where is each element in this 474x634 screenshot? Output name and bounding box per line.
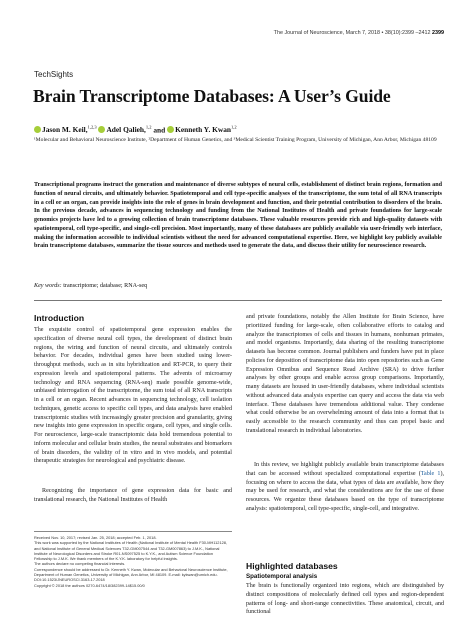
body-paragraph-1: and private foundations, notably the Allen Institute for Brain Science, have prioritized funding for large-scale, often collaborative efforts to catalog and analyze the transcriptomes of cells and tissues in humans, nonhuman primates, and model organisms. Importantly, data sharing of the resulting transcriptome datasets has become common. Journal publishers and funders have put in place policies for deposition of transcriptome data into open repositories such as Gene Expression Omnibus and Sequence Read Archive (SRA) to drive further analyses by other groups and enable across group comparisons. Importantly, many datasets are housed in user-friendly databases, where individual scientists without advanced data analysis expertise can query and access the data via web interface. These databases have tremendous additional value. They condense what could otherwise be an overwhelming amount of data into a format that is easily accessible to the research community and thus can propel basic and translational research in individual laboratories. (246, 314, 444, 434)
journal-citation: The Journal of Neuroscience, March 7, 2018 • 38(10):2399 –2412 (273, 30, 431, 36)
section-tag: TechSights (34, 70, 74, 79)
page-number: 2399 (432, 30, 444, 36)
footnote-copyright: Copyright © 2018 the authors 0270-6474/18/382399-14$15.00/0 (34, 582, 145, 588)
footnote-received: Received Nov. 10, 2017; revised Jan. 25, 2018; accepted Feb. 1, 2018. (34, 535, 157, 540)
footnote-divider (34, 531, 232, 532)
keywords-label: Key words: (34, 283, 62, 289)
spatiotemporal-subheading: Spatiotemporal analysis (246, 573, 318, 580)
table-1-link[interactable]: Table 1 (420, 470, 441, 477)
orcid-icon[interactable] (34, 126, 41, 133)
highlighted-heading: Highlighted databases (246, 561, 338, 571)
running-head (274, 30, 444, 36)
abstract: Transcriptional programs instruct the generation and maintenance of diverse subtypes of neural cells, establishment of distinct brain regions, formation and function of neural circuits, and ultimately behavior. Spatiotemporal and cell type-specific analyses of the transcriptome, the sum total of all RNA transcripts in a cell or an organ, can provide insights into the role of genes in brain development and function, and their potential contribution to disorders of the brain. In the previous decade, advances in sequencing technology and funding from the National Institutes of Health and private foundations for large-scale genomics projects have led to a growing collection of brain transcriptome databases. These valuable resources provide rich and high-quality datasets with spatiotemporal, cell type-specific, and single-cell precision. Most importantly, many of these databases are publicly available via user-friendly web interface, making the information accessible to individual scientists without the need for advanced computational expertise. Here, we highlight key publicly available brain transcriptome databases, summarize the tissue sources and methods used to generate the data, and discuss their utility for neuroscience research. (34, 182, 442, 250)
keywords-text: transcriptome; database; RNA-seq (61, 283, 148, 289)
keywords (34, 283, 147, 289)
intro-paragraph-1: The exquisite control of spatiotemporal gene expression enables the specification of diverse neural cell types, the development of distinct brain regions, the wiring and function of neural circuits, and ultimately controls behavior. For decades, individual genes have been studied using lower-throughput methods, such as in situ hybridization and RT-PCR, to query their expression levels and spatiotemporal patterns. The advents of microarray technology and RNA sequencing (RNA-seq) made possible genome-wide, unbiased interrogation of the transcriptome, the sum total of all RNA transcripts in a cell or an organ. Recent advances in sequencing technology, cell isolation techniques, genetic access to specific cell types, and data analysis have enabled transcriptomic studies with increasingly greater precision and granularity, giving new insights into gene expression in specific organs, cell types, and single cells. For neuroscience, large-scale transcriptomic data hold tremendous potential to inform molecular and cellular brain studies, the neural substrates and biomarkers of brain disorders, the validity of in vitro and in vivo models, and potential therapeutic strategies for neurological and psychiatric disease. (34, 327, 232, 465)
intro-paragraph-2: Recognizing the importance of gene expression data for basic and translational research, the National Institutes of Health (34, 488, 232, 503)
footnote-funding: This work was supported by the National Institutes of Health (National Institute of Mental Health F30-MH112128, and National Institute of General Medical Sciences T32-GM007544 and T32-GM007863) to J.M.K., National Institute of Neurological Disorders and Stroke R01-NS097525 to K.Y.K., and Autism Science Foundation Fellowship to J.M.K. We thank members of the K.Y.K. laboratory for helpful insights. (34, 540, 228, 562)
author-qalieh[interactable]: Adel Qalieh,$^{1,2}$ (98, 125, 151, 134)
article-title: Brain Transcriptome Databases: A User’s Guide (33, 86, 391, 106)
author-list: Jason M. Keil,$^{1,2,3}$ Adel Qalieh,$^{1,2}$ and Kenneth Y. Kwan$^{1,2}$ (34, 125, 237, 134)
orcid-icon[interactable] (167, 126, 174, 133)
body-paragraph-3: The brain is functionally organized into regions, which are distinguished by distinct compositions of molecularly defined cell types and region-dependent patterns of long- and short-range connectivities. These anatomical, circuit, and functional (246, 583, 444, 616)
intro-heading: Introduction (34, 313, 85, 323)
author-keil[interactable]: Jason M. Keil,$^{1,2,3}$ (34, 125, 97, 134)
author-kwan[interactable]: Kenneth Y. Kwan$^{1,2}$ (167, 125, 237, 134)
footnotes (34, 535, 232, 588)
divider (34, 300, 442, 301)
orcid-icon[interactable] (98, 126, 105, 133)
footnote-interests: The authors declare no competing financial interests. (34, 561, 126, 567)
body-paragraph-2: In this review, we highlight publicly available brain transcriptome databases that can be accessed without specialized computational expertise (Table 1), focusing on where to access the data, what types of data are available, how they may be used for research, and what the considerations are for the use of these resources. We organize these databases based on the type of transcriptome analysis: spatiotemporal, cell type-specific, single-cell, and integrative. (246, 462, 444, 512)
footnote-correspondence: Correspondence should be addressed to Dr. Kenneth Y. Kwan, Molecular and Behavioral Neuroscience Institute, Department of Human Genetics, University of Michigan, Ann Arbor, MI 48109. E-mail: kykwan@umich.edu. (34, 566, 228, 578)
footnote-doi: DOI:10.1523/JNEUROSCI.3163-17.2018 (34, 577, 105, 583)
affiliations: ¹Molecular and Behavioral Neuroscience Institute, ²Department of Human Genetics, and ³Medical Scientist Training Program, University of Michigan, Ann Arbor, Michigan 48109 (34, 137, 437, 143)
